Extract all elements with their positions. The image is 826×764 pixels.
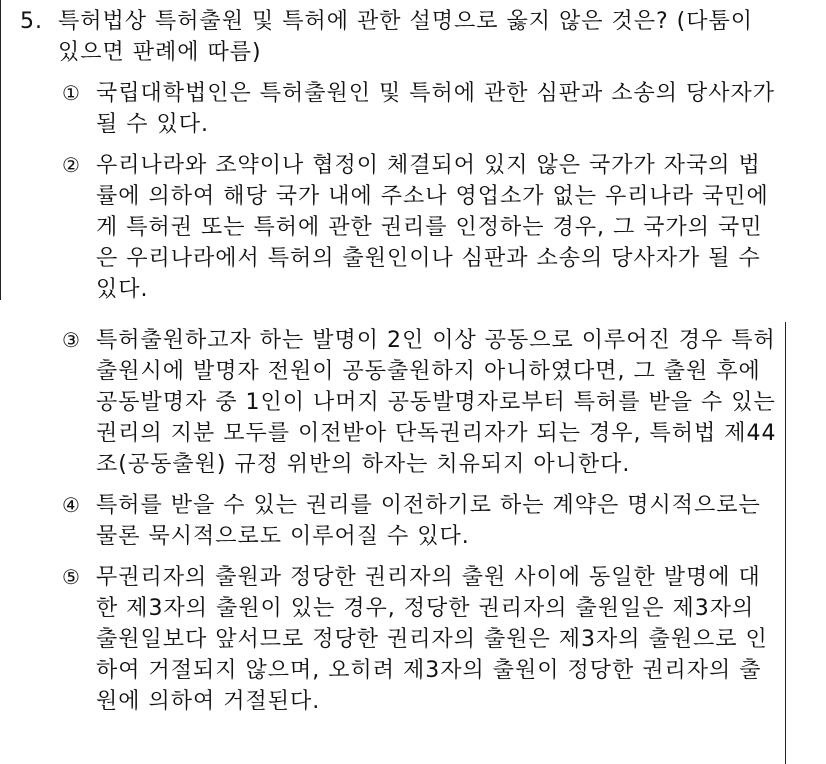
option-5-mark: ⑤	[62, 565, 81, 589]
option-3[interactable]	[62, 325, 782, 480]
option-1[interactable]	[62, 78, 782, 140]
option-5[interactable]	[62, 562, 782, 717]
option-2-mark: ②	[62, 153, 81, 177]
option-5-text: 무권리자의 출원과 정당한 권리자의 출원 사이에 동일한 발명에 대한 제3자의 출원이 있는 경우, 정당한 권리자의 출원일은 제3자의 출원일보다 앞서므로 정당한 권리자의 출원은 제3자의 출원으로 인하여 거절되지 않으며, 오히려 제3자의 출원이 정당한 권리자의 출원에 의하여 거절된다.	[96, 565, 768, 714]
question-stem	[20, 6, 760, 68]
option-3-mark: ③	[62, 328, 81, 352]
column-divider-left	[0, 0, 1, 300]
question-text: 특허법상 특허출원 및 특허에 관한 설명으로 옳지 않은 것은? (다툼이 있으면 판례에 따름)	[58, 9, 754, 65]
question-5	[20, 6, 777, 727]
option-1-mark: ①	[62, 81, 81, 105]
option-4-mark: ④	[62, 493, 81, 517]
option-4[interactable]	[62, 490, 782, 552]
option-1-text: 국립대학법인은 특허출원인 및 특허에 관한 심판과 소송의 당사자가 될 수 있다.	[96, 81, 776, 137]
column-divider-right	[785, 322, 786, 764]
option-2[interactable]	[62, 150, 782, 305]
option-3-text: 특허출원하고자 하는 발명이 2인 이상 공동으로 이루어진 경우 특허출원시에 발명자 전원이 공동출원하지 아니하였다면, 그 출원 후에 공동발명자 중 1인이 나머지 공동발명자로부터 특허를 받을 수 있는 권리의 지분 모두를 이전받아 단독권리자가 되는 경우, 특허법 제44조(공동출원) 규정 위반의 하자는 치유되지 아니한다.	[96, 328, 777, 477]
option-4-text: 특허를 받을 수 있는 권리를 이전하기로 하는 계약은 명시적으로는 물론 묵시적으로도 이루어질 수 있다.	[96, 493, 761, 549]
question-number: 5.	[20, 9, 43, 34]
option-2-text: 우리나라와 조약이나 협정이 체결되어 있지 않은 국가가 자국의 법률에 의하여 해당 국가 내에 주소나 영업소가 없는 우리나라 국민에게 특허권 또는 특허에 관한 권리를 인정하는 경우, 그 국가의 국민은 우리나라에서 특허의 출원인이나 심판과 소송의 당사자가 될 수 있다.	[96, 153, 769, 302]
